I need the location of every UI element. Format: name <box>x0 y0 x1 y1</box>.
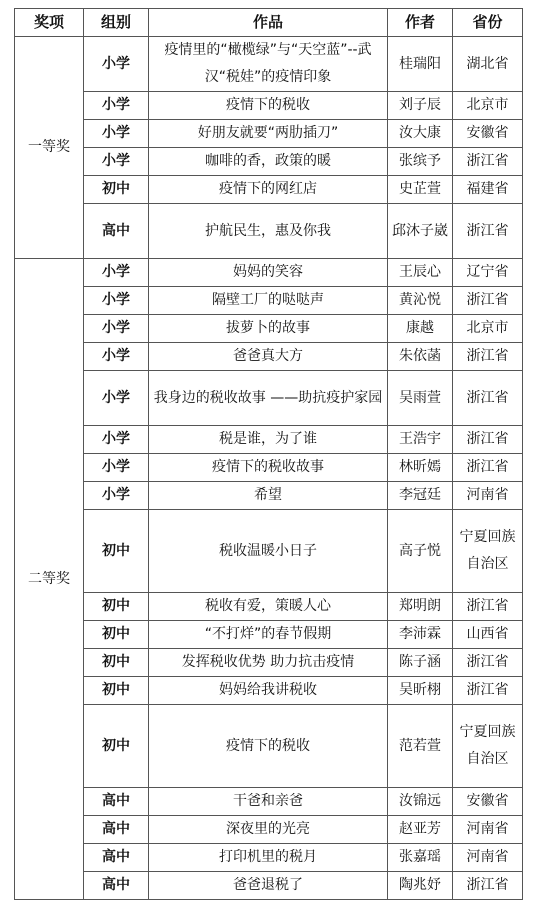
award-level-cell: 一等奖 <box>15 37 84 259</box>
author-cell: 陈子涵 <box>388 649 453 677</box>
table-row <box>15 677 523 705</box>
group-cell: 小学 <box>84 454 149 482</box>
table-row <box>15 371 523 426</box>
work-title-cell: 发挥税收优势 助力抗击疫情 <box>149 649 388 677</box>
work-title-cell: 疫情里的“橄榄绿”与“天空蓝”--武汉“税娃”的疫情印象 <box>149 37 388 92</box>
province-cell: 福建省 <box>453 176 523 204</box>
work-title-cell: 妈妈给我讲税收 <box>149 677 388 705</box>
table-row <box>15 454 523 482</box>
province-cell: 河南省 <box>453 844 523 872</box>
author-cell: 郑明朗 <box>388 593 453 621</box>
author-cell: 林昕嫣 <box>388 454 453 482</box>
group-cell: 初中 <box>84 705 149 788</box>
work-title-cell: 希望 <box>149 482 388 510</box>
table-row <box>15 788 523 816</box>
table-row <box>15 649 523 677</box>
table-row <box>15 176 523 204</box>
author-cell: 黄沁悦 <box>388 287 453 315</box>
province-cell: 浙江省 <box>453 593 523 621</box>
table-row <box>15 148 523 176</box>
group-cell: 小学 <box>84 315 149 343</box>
author-cell: 张缤予 <box>388 148 453 176</box>
author-cell: 刘子辰 <box>388 92 453 120</box>
group-cell: 小学 <box>84 426 149 454</box>
province-cell: 北京市 <box>453 92 523 120</box>
province-cell: 浙江省 <box>453 343 523 371</box>
author-cell: 张嘉瑶 <box>388 844 453 872</box>
header-group: 组别 <box>84 9 149 37</box>
group-cell: 高中 <box>84 788 149 816</box>
header-author: 作者 <box>388 9 453 37</box>
work-title-cell: 护航民生，惠及你我 <box>149 204 388 259</box>
province-cell: 浙江省 <box>453 677 523 705</box>
author-cell: 史芷萱 <box>388 176 453 204</box>
work-title-cell: 隔壁工厂的哒哒声 <box>149 287 388 315</box>
award-level-cell: 二等奖 <box>15 259 84 900</box>
province-cell: 安徽省 <box>453 788 523 816</box>
group-cell: 初中 <box>84 510 149 593</box>
table-row <box>15 482 523 510</box>
author-cell: 汝大康 <box>388 120 453 148</box>
table-row <box>15 593 523 621</box>
group-cell: 小学 <box>84 37 149 92</box>
work-title-cell: 疫情下的税收 <box>149 92 388 120</box>
table-row <box>15 120 523 148</box>
group-cell: 初中 <box>84 621 149 649</box>
author-cell: 王辰心 <box>388 259 453 287</box>
work-title-cell: 爸爸退税了 <box>149 872 388 900</box>
group-cell: 小学 <box>84 120 149 148</box>
table-row <box>15 426 523 454</box>
table-row <box>15 872 523 900</box>
group-cell: 初中 <box>84 176 149 204</box>
table-row <box>15 343 523 371</box>
group-cell: 小学 <box>84 259 149 287</box>
group-cell: 初中 <box>84 677 149 705</box>
group-cell: 初中 <box>84 593 149 621</box>
awards-table <box>14 8 523 900</box>
province-cell: 安徽省 <box>453 120 523 148</box>
author-cell: 汝锦远 <box>388 788 453 816</box>
group-cell: 小学 <box>84 92 149 120</box>
author-cell: 赵亚芳 <box>388 816 453 844</box>
table-row <box>15 510 523 593</box>
table-row <box>15 204 523 259</box>
work-title-cell: 拔萝卜的故事 <box>149 315 388 343</box>
header-province: 省份 <box>453 9 523 37</box>
province-cell: 北京市 <box>453 315 523 343</box>
author-cell: 桂瑞阳 <box>388 37 453 92</box>
group-cell: 小学 <box>84 343 149 371</box>
author-cell: 陶兆妤 <box>388 872 453 900</box>
work-title-cell: 我身边的税收故事 ——助抗疫护家园 <box>149 371 388 426</box>
group-cell: 小学 <box>84 371 149 426</box>
table-row <box>15 287 523 315</box>
group-cell: 高中 <box>84 844 149 872</box>
author-cell: 高子悦 <box>388 510 453 593</box>
header-row <box>15 9 523 37</box>
group-cell: 高中 <box>84 872 149 900</box>
work-title-cell: 税是谁，为了谁 <box>149 426 388 454</box>
work-title-cell: 妈妈的笑容 <box>149 259 388 287</box>
author-cell: 吴昕栩 <box>388 677 453 705</box>
author-cell: 李沛霖 <box>388 621 453 649</box>
work-title-cell: 疫情下的税收 <box>149 705 388 788</box>
work-title-cell: 深夜里的光亮 <box>149 816 388 844</box>
table-row <box>15 259 523 287</box>
author-cell: 康越 <box>388 315 453 343</box>
header-award: 奖项 <box>15 9 84 37</box>
province-cell: 浙江省 <box>453 426 523 454</box>
province-cell: 河南省 <box>453 816 523 844</box>
table-row <box>15 315 523 343</box>
table-row <box>15 844 523 872</box>
province-cell: 宁夏回族自治区 <box>453 510 523 593</box>
province-cell: 宁夏回族自治区 <box>453 705 523 788</box>
work-title-cell: 干爸和亲爸 <box>149 788 388 816</box>
group-cell: 小学 <box>84 287 149 315</box>
work-title-cell: 税收有爱，策暖人心 <box>149 593 388 621</box>
province-cell: 浙江省 <box>453 649 523 677</box>
work-title-cell: “不打烊”的春节假期 <box>149 621 388 649</box>
group-cell: 初中 <box>84 649 149 677</box>
province-cell: 辽宁省 <box>453 259 523 287</box>
work-title-cell: 疫情下的税收故事 <box>149 454 388 482</box>
work-title-cell: 好朋友就要“两肋插刀” <box>149 120 388 148</box>
province-cell: 浙江省 <box>453 371 523 426</box>
work-title-cell: 爸爸真大方 <box>149 343 388 371</box>
table-row <box>15 92 523 120</box>
table-body <box>15 37 523 900</box>
table-row <box>15 37 523 92</box>
author-cell: 李冠廷 <box>388 482 453 510</box>
work-title-cell: 打印机里的税月 <box>149 844 388 872</box>
author-cell: 吴雨萱 <box>388 371 453 426</box>
author-cell: 邱沐子崴 <box>388 204 453 259</box>
group-cell: 小学 <box>84 148 149 176</box>
group-cell: 高中 <box>84 204 149 259</box>
province-cell: 浙江省 <box>453 872 523 900</box>
header-work: 作品 <box>149 9 388 37</box>
province-cell: 湖北省 <box>453 37 523 92</box>
table-row <box>15 705 523 788</box>
group-cell: 高中 <box>84 816 149 844</box>
province-cell: 浙江省 <box>453 148 523 176</box>
group-cell: 小学 <box>84 482 149 510</box>
work-title-cell: 税收温暖小日子 <box>149 510 388 593</box>
work-title-cell: 疫情下的网红店 <box>149 176 388 204</box>
author-cell: 王浩宇 <box>388 426 453 454</box>
province-cell: 浙江省 <box>453 287 523 315</box>
author-cell: 朱依菡 <box>388 343 453 371</box>
work-title-cell: 咖啡的香，政策的暖 <box>149 148 388 176</box>
province-cell: 山西省 <box>453 621 523 649</box>
province-cell: 浙江省 <box>453 454 523 482</box>
author-cell: 范若萱 <box>388 705 453 788</box>
province-cell: 浙江省 <box>453 204 523 259</box>
province-cell: 河南省 <box>453 482 523 510</box>
table-row <box>15 621 523 649</box>
table-row <box>15 816 523 844</box>
